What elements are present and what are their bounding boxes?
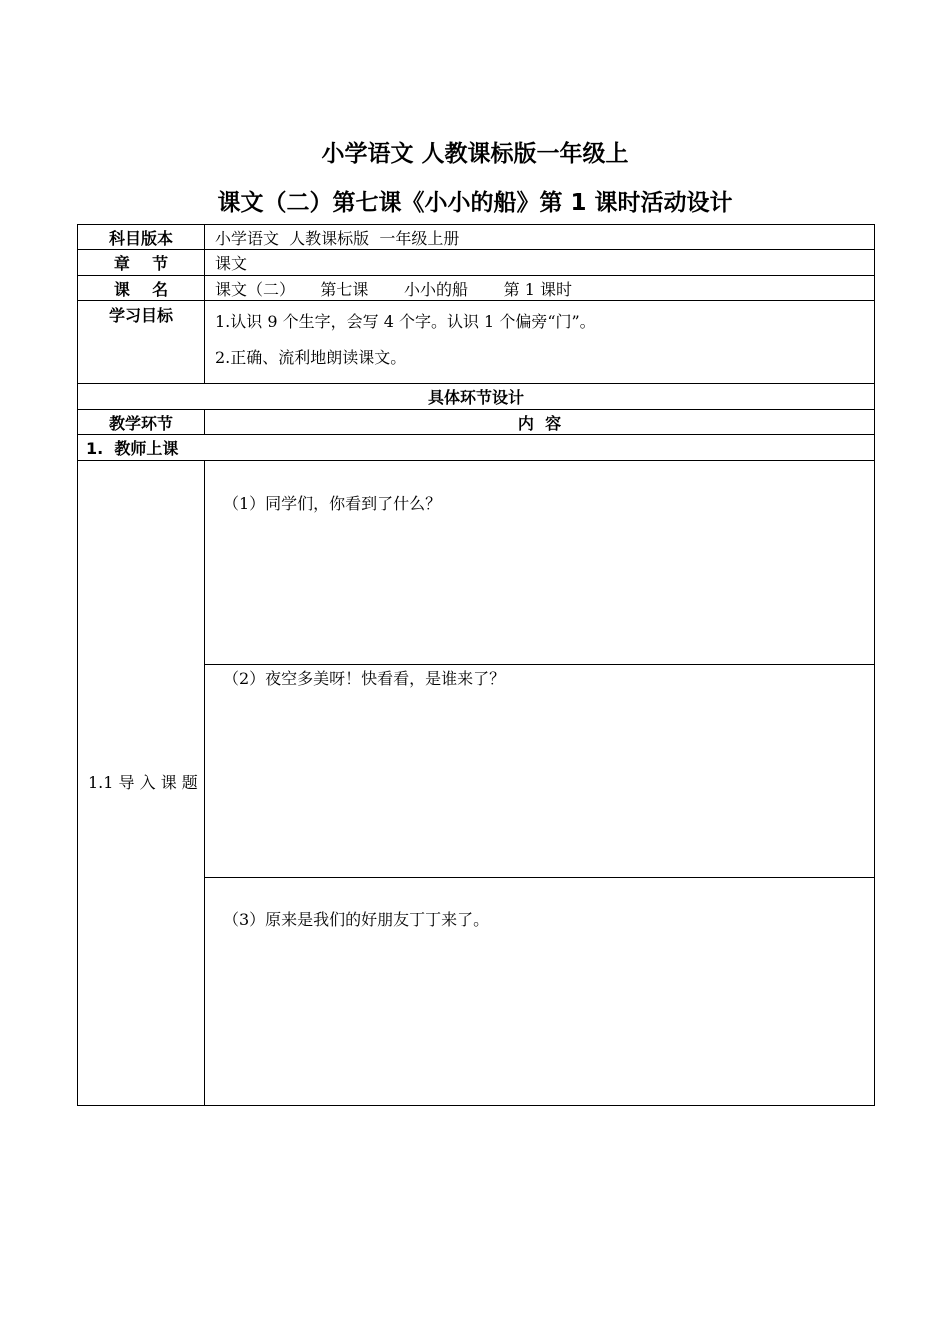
step-label: 1.1 导 入 课 题	[78, 461, 205, 1106]
document-subtitle: 课文（二）第七课《小小的船》第 1 课时活动设计	[217, 190, 733, 216]
lesson-plan-table	[77, 224, 875, 1106]
subject-label: 科目版本	[78, 225, 205, 250]
goal-item: 2.正确、流利地朗读课文。	[215, 348, 407, 367]
column-header-content: 内 容	[205, 410, 875, 435]
goals-row	[78, 301, 875, 384]
document-title: 小学语文 人教课标版一年级上	[321, 141, 629, 167]
design-header-row	[78, 384, 875, 410]
subject-row	[78, 225, 875, 250]
column-header-step: 教学环节	[78, 410, 205, 435]
chapter-value: 课文	[205, 250, 875, 276]
column-header-row	[78, 410, 875, 435]
goals-list	[205, 301, 875, 384]
goal-item: 1.认识 9 个生字，会写 4 个字。认识 1 个偏旁“门”。	[215, 312, 596, 331]
section-row	[78, 435, 875, 461]
content-item-3: （3）原来是我们的好朋友丁丁来了。	[205, 878, 875, 1106]
section-title: 1. 教师上课	[78, 435, 875, 461]
lesson-value: 课文（二） 第七课 小小的船 第 1 课时	[205, 276, 875, 301]
content-item-2: （2）夜空多美呀！快看看，是谁来了？	[205, 665, 875, 878]
chapter-row	[78, 250, 875, 276]
content-row-1	[78, 461, 875, 665]
goals-label: 学习目标	[78, 301, 205, 384]
design-header: 具体环节设计	[78, 384, 875, 410]
lesson-row	[78, 276, 875, 301]
content-item-1: （1）同学们，你看到了什么？	[205, 461, 875, 665]
lesson-label: 课 名	[78, 276, 205, 301]
chapter-label: 章 节	[78, 250, 205, 276]
subject-value: 小学语文 人教课标版 一年级上册	[205, 225, 875, 250]
